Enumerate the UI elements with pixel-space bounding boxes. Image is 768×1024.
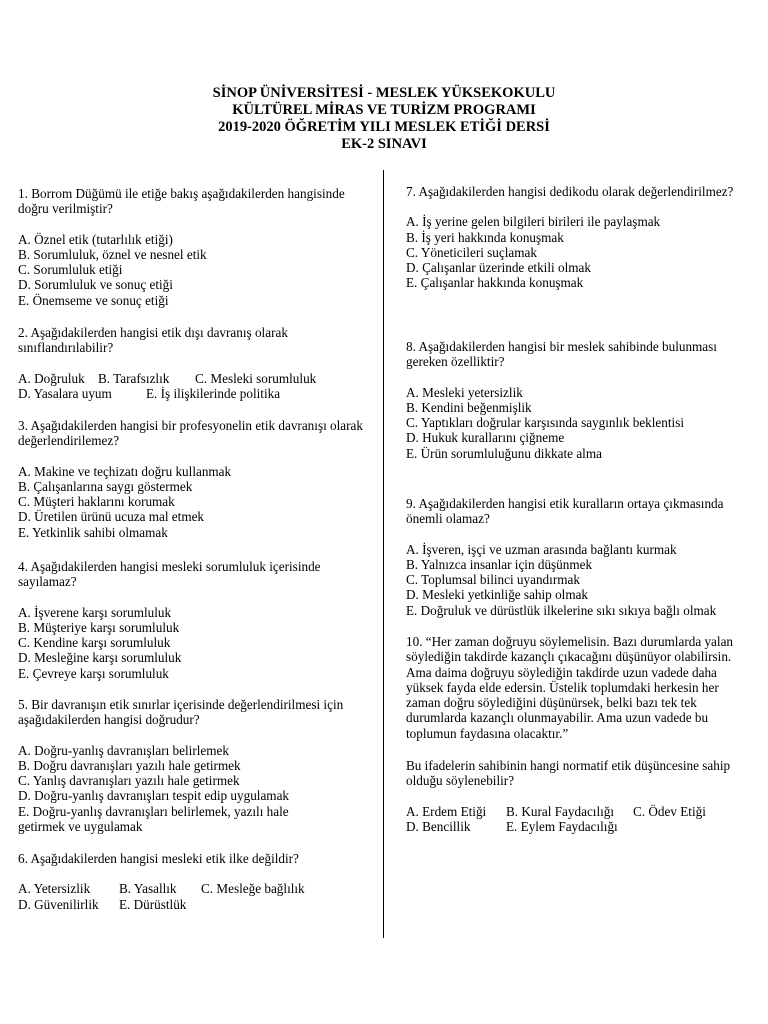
option-d[interactable]: D. Doğru-yanlış davranışları tespit edip uygulamak (18, 788, 290, 804)
question-3 (18, 418, 366, 540)
option-e[interactable]: E. Eylem Faydacılığı (506, 818, 618, 834)
question-prompt: Bu ifadelerin sahibinin hangi normatif etik düşüncesine sahip olduğu söylenebilir? (406, 758, 731, 789)
question-2 (18, 325, 366, 401)
option-c[interactable]: C. Mesleki sorumluluk (195, 370, 317, 386)
question-text: 5. Bir davranışın etik sınırlar içerisinde değerlendirilmesi için aşağıdakilerden hangisi doğrudur? (18, 697, 344, 728)
option-a[interactable]: A. İşverene karşı sorumluluk (18, 604, 172, 620)
option-d[interactable]: D. Mesleğine karşı sorumluluk (18, 650, 182, 666)
option-b[interactable]: B. İş yeri hakkında konuşmak (406, 229, 564, 245)
question-6 (18, 851, 366, 912)
course-title: 2019-2020 ÖĞRETİM YILI MESLEK ETİĞİ DERSİ (218, 119, 550, 135)
option-a[interactable]: A. İş yerine gelen bilgileri birileri ile paylaşmak (406, 214, 661, 230)
option-b[interactable]: B. Yasallık (119, 881, 177, 897)
options-list (18, 232, 366, 308)
option-a[interactable]: A. Yetersizlik (18, 881, 91, 897)
option-e[interactable]: E. Yetkinlik sahibi olmamak (18, 524, 168, 540)
option-a[interactable]: A. Makine ve teçhizatı doğru kullanmak (18, 463, 232, 479)
option-b[interactable]: B. Yalnızca insanlar için düşünmek (406, 556, 593, 572)
question-text: 6. Aşağıdakilerden hangisi mesleki etik ilke değildir? (18, 851, 299, 866)
option-d[interactable]: D. Hukuk kurallarını çiğneme (406, 430, 565, 446)
option-d[interactable]: D. Üretilen ürünü ucuza mal etmek (18, 509, 205, 525)
option-c[interactable]: C. Kendine karşı sorumluluk (18, 635, 171, 651)
options-list (406, 804, 754, 835)
question-5 (18, 697, 366, 834)
option-c[interactable]: C. Ödev Etiği (633, 803, 706, 819)
option-a[interactable]: A. İşveren, işçi ve uzman arasında bağlantı kurmak (406, 541, 677, 557)
exam-header (0, 85, 768, 153)
options-list (406, 542, 754, 618)
option-b[interactable]: B. Doğru davranışları yazılı hale getirmek (18, 757, 241, 773)
question-4 (18, 559, 366, 681)
question-text: 10. “Her zaman doğruyu söylemelisin. Bazı durumlarda yalan söylediğin takdirde kazançlı çıkacağını düşünüyor olabilirsin. Ama daima doğruyu söylediğin takdirde uzun vadede daha yüksek fayda elde edersin. Üstelik toplumdaki herkesin her zaman doğru söylediğini düşünürsek, belki bazı tek tek durumlarda kazançlı olunmayabilir. Ama uzun vadede bu toplumun faydasına olacaktır.” (406, 634, 734, 741)
option-c[interactable]: C. Sorumluluk etiği (18, 262, 123, 278)
option-d[interactable]: D. Çalışanlar üzerinde etkili olmak (406, 260, 591, 276)
options-list (18, 605, 366, 681)
option-a[interactable]: A. Erdem Etiği (406, 803, 487, 819)
option-d[interactable]: D. Mesleki yetkinliğe sahip olmak (406, 587, 589, 603)
question-text: 7. Aşağıdakilerden hangisi dedikodu olarak değerlendirilmez? (406, 184, 734, 199)
option-b[interactable]: B. Kural Faydacılığı (506, 803, 615, 819)
option-c[interactable]: C. Mesleğe bağlılık (201, 881, 305, 897)
option-e[interactable]: E. Önemseme ve sonuç etiği (18, 292, 169, 308)
column-divider (383, 170, 384, 938)
option-e[interactable]: E. Dürüstlük (119, 896, 187, 912)
question-text: 3. Aşağıdakilerden hangisi bir profesyonelin etik davranışı olarak değerlendirilemez? (18, 418, 363, 449)
option-c[interactable]: C. Yaptıkları doğrular karşısında saygınlık beklentisi (406, 415, 685, 431)
option-c[interactable]: C. Müşteri haklarını korumak (18, 494, 175, 510)
option-c[interactable]: C. Yanlış davranışları yazılı hale getirmek (18, 773, 240, 789)
option-b[interactable]: B. Kendini beğenmişlik (406, 399, 532, 415)
option-a[interactable]: A. Doğru-yanlış davranışları belirlemek (18, 742, 229, 758)
options-list (18, 881, 366, 912)
option-a[interactable]: A. Doğruluk (18, 370, 85, 386)
question-10 (406, 634, 754, 834)
question-text: 1. Borrom Düğümü ile etiğe bakış aşağıdakilerden hangisinde doğru verilmiştir? (18, 186, 345, 217)
question-9 (406, 496, 754, 618)
option-b[interactable]: B. Çalışanlarına saygı göstermek (18, 478, 193, 494)
option-e[interactable]: E. Ürün sorumluluğunu dikkate alma (406, 445, 602, 461)
university-title: SİNOP ÜNİVERSİTESİ - MESLEK YÜKSEKOKULU (212, 85, 556, 101)
options-list (18, 371, 366, 402)
option-d[interactable]: D. Sorumluluk ve sonuç etiği (18, 277, 173, 293)
question-text: 8. Aşağıdakilerden hangisi bir meslek sahibinde bulunması gereken özelliktir? (406, 339, 717, 370)
option-c[interactable]: C. Yöneticileri suçlamak (406, 244, 537, 260)
option-d[interactable]: D. Bencillik (406, 818, 471, 834)
option-e[interactable]: E. Çalışanlar hakkında konuşmak (406, 275, 584, 291)
option-b[interactable]: B. Sorumluluk, öznel ve nesnel etik (18, 246, 207, 262)
options-list (406, 214, 754, 290)
question-7 (406, 184, 754, 291)
option-d[interactable]: D. Güvenilirlik (18, 896, 99, 912)
option-a[interactable]: A. Mesleki yetersizlik (406, 384, 523, 400)
exam-title: EK-2 SINAVI (341, 136, 427, 152)
option-e[interactable]: E. Doğru-yanlış davranışları belirlemek, yazılı hale getirmek ve uygulamak (18, 803, 289, 835)
options-list (406, 385, 754, 461)
option-a[interactable]: A. Öznel etik (tutarlılık etiği) (18, 231, 173, 247)
option-c[interactable]: C. Toplumsal bilinci uyandırmak (406, 572, 580, 588)
question-1 (18, 186, 366, 308)
question-text: 4. Aşağıdakilerden hangisi mesleki sorumluluk içerisinde sayılamaz? (18, 559, 321, 590)
question-text: 9. Aşağıdakilerden hangisi etik kuralların ortaya çıkmasında önemli olamaz? (406, 496, 724, 527)
program-title: KÜLTÜREL MİRAS VE TURİZM PROGRAMI (232, 102, 536, 118)
option-e[interactable]: E. İş ilişkilerinde politika (146, 385, 281, 401)
option-e[interactable]: E. Çevreye karşı sorumluluk (18, 665, 169, 681)
question-8 (406, 339, 754, 461)
option-b[interactable]: B. Müşteriye karşı sorumluluk (18, 619, 180, 635)
option-d[interactable]: D. Yasalara uyum (18, 385, 112, 401)
option-e[interactable]: E. Doğruluk ve dürüstlük ilkelerine sıkı sıkıya bağlı olmak (406, 602, 717, 618)
question-text: 2. Aşağıdakilerden hangisi etik dışı davranış olarak sınıflandırılabilir? (18, 325, 288, 356)
options-list (18, 743, 366, 835)
option-b[interactable]: B. Tarafsızlık (98, 370, 170, 386)
options-list (18, 464, 366, 540)
